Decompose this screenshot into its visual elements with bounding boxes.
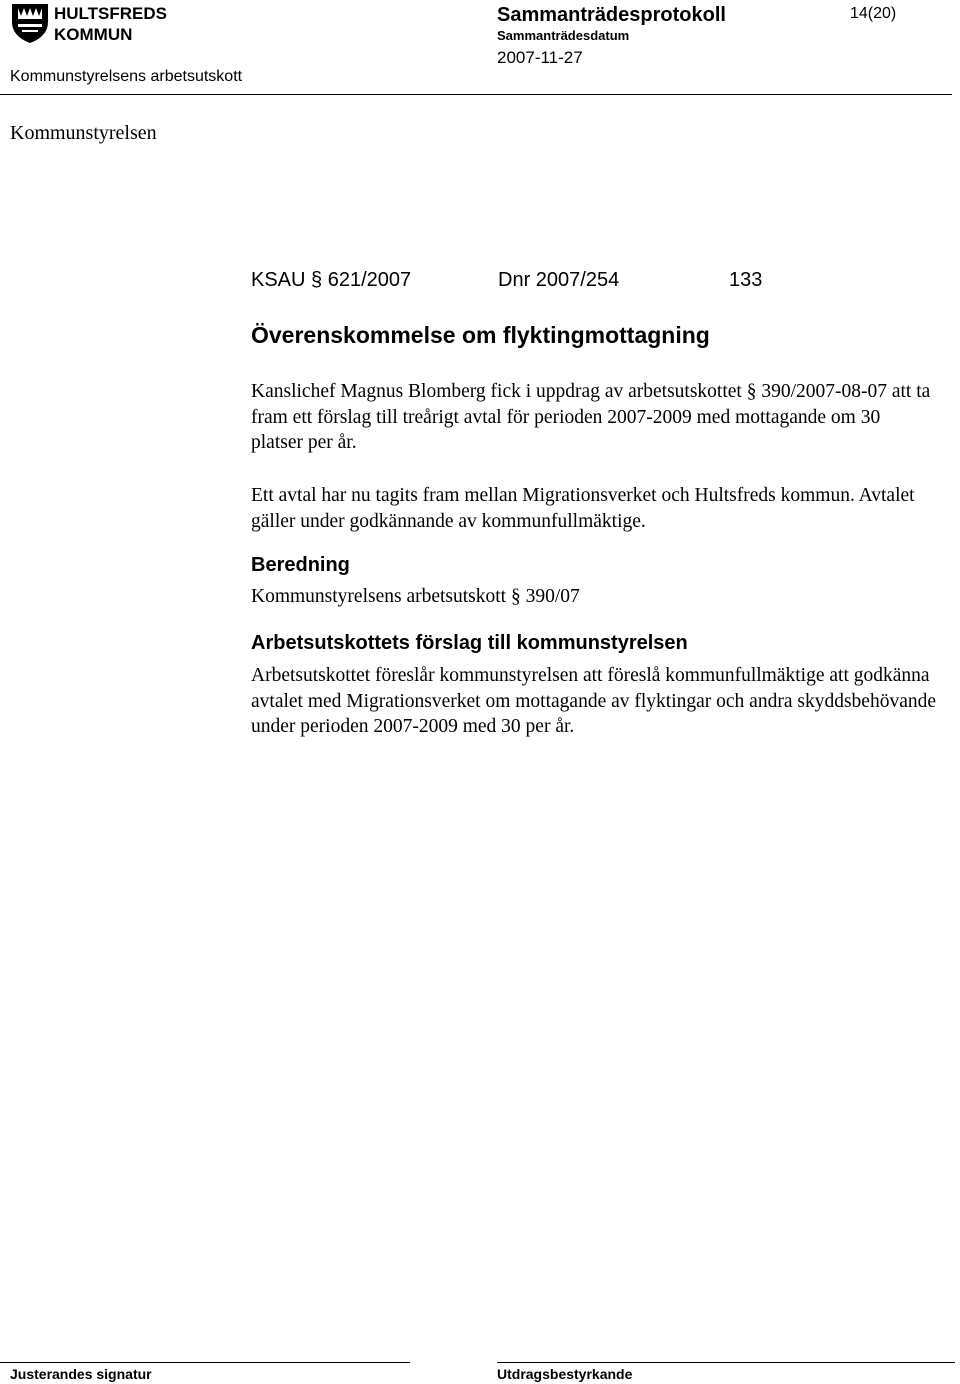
org-name: Kommunstyrelsens arbetsutskott: [10, 68, 243, 85]
section-heading: Överenskommelse om flyktingmottagning: [251, 322, 710, 348]
meeting-date-label: Sammanträdesdatum: [497, 28, 630, 43]
logo-text-line1: HULTSFREDS: [54, 4, 168, 23]
footer-divider-right: [497, 1362, 955, 1363]
beredning-text: Kommunstyrelsens arbetsutskott § 390/07: [251, 586, 580, 607]
paragraph-agreement: Ett avtal har nu tagits fram mellan Migrationsverket och Hultsfreds kommun. Avtalet gäller under godkännande av kommunfullmäktige.: [251, 485, 915, 532]
municipality-logo: [10, 2, 180, 44]
document-title: Sammanträdesprotokoll: [497, 4, 726, 26]
header-divider: [0, 94, 952, 95]
committee-name: Kommunstyrelsen: [10, 122, 157, 144]
page-number: 14(20): [850, 5, 897, 22]
meeting-date-value: 2007-11-27: [497, 48, 583, 67]
coat-of-arms-icon: [10, 2, 180, 44]
extract-certification-label: Utdragsbestyrkande: [497, 1366, 633, 1382]
footer-divider-left: [0, 1362, 410, 1363]
beredning-heading: Beredning: [251, 554, 350, 576]
logo-text-line2: KOMMUN: [54, 25, 133, 44]
section-reference-line: [251, 269, 791, 295]
diary-number: Dnr 2007/254: [498, 269, 620, 291]
ksau-reference: KSAU § 621/2007: [251, 269, 412, 291]
section-number: 133: [729, 269, 763, 291]
signature-label: Justerandes signatur: [10, 1366, 152, 1382]
paragraph-assignment: Kanslichef Magnus Blomberg fick i uppdrag av arbetsutskottet § 390/2007-08-07 att ta fram ett förslag till treårigt avtal för perioden 2007-2009 med mottagande om 30 platser per år.: [251, 381, 931, 453]
paragraph-proposal: Arbetsutskottet föreslår kommunstyrelsen att föreslå kommunfullmäktige att godkänna avtalet med Migrationsverket om mottagande av flyktingar och andra skyddsbehövande under perioden 2007-2009 med 30 per år.: [251, 665, 937, 737]
proposal-heading: Arbetsutskottets förslag till kommunstyrelsen: [251, 632, 688, 654]
